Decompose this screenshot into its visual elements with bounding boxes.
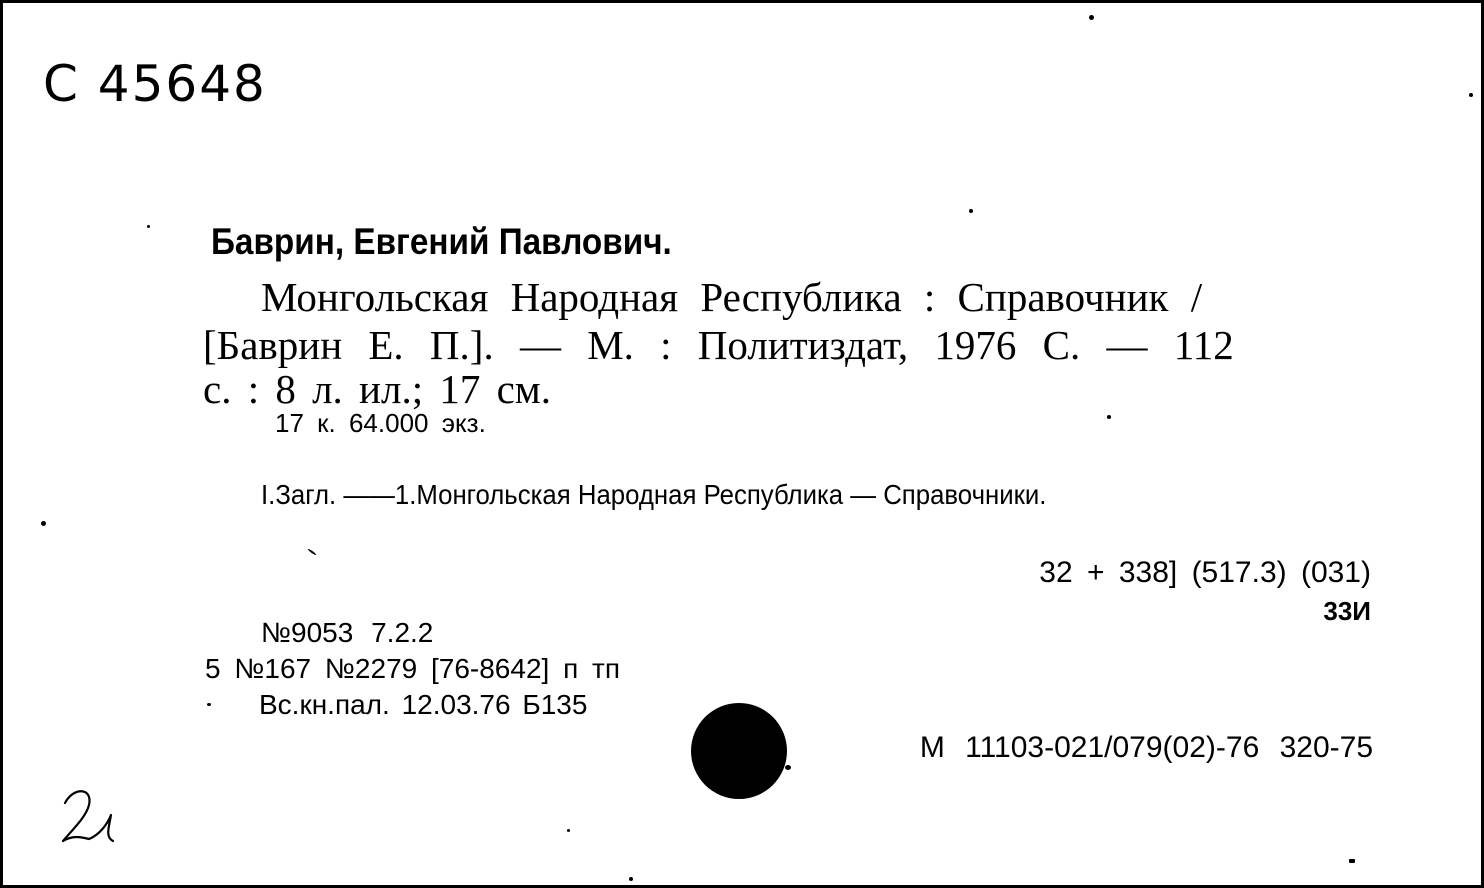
speck: [307, 548, 316, 555]
punch-hole: [691, 703, 787, 799]
classification-code: 33И: [1323, 596, 1371, 626]
speck: [147, 225, 150, 228]
speck: [41, 521, 46, 526]
speck: [1089, 15, 1094, 20]
description-line-2: [Баврин Е. П.]. — М. : Политиздат, 1976 С. — 112: [203, 322, 1234, 368]
speck: [207, 703, 211, 706]
udc-classification: 32 + 338] (517.3) (031): [1039, 556, 1371, 589]
speck: [1107, 415, 1111, 419]
description-line-1: Монгольская Народная Республика : Справочник /: [261, 274, 1203, 320]
speck: [1469, 93, 1473, 97]
speck: [785, 765, 791, 770]
speck: [567, 829, 570, 832]
author-heading: Баврин, Евгений Павлович.: [211, 221, 672, 262]
speck: [969, 209, 973, 213]
registration-line: 5 №167 №2279 [76-8642] п тп: [205, 653, 621, 684]
book-chamber-line: Вс.кн.пал. 12.03.76 Б135: [259, 689, 588, 720]
description-line-3: с. : 8 л. ил.; 17 см.: [203, 366, 551, 412]
publisher-code: М 11103-021/079(02)-76 320-75: [919, 731, 1373, 764]
call-number: С 45648: [43, 55, 267, 113]
speck: [629, 877, 633, 881]
order-number: №9053 7.2.2: [261, 617, 434, 648]
price-and-print-run: 17 к. 64.000 экз.: [275, 408, 486, 438]
speck: [1349, 859, 1355, 863]
handwritten-mark-icon: [59, 785, 119, 845]
subject-tracing: I.Загл. ——1.Монгольская Народная Республика — Справочники.: [261, 479, 1047, 510]
